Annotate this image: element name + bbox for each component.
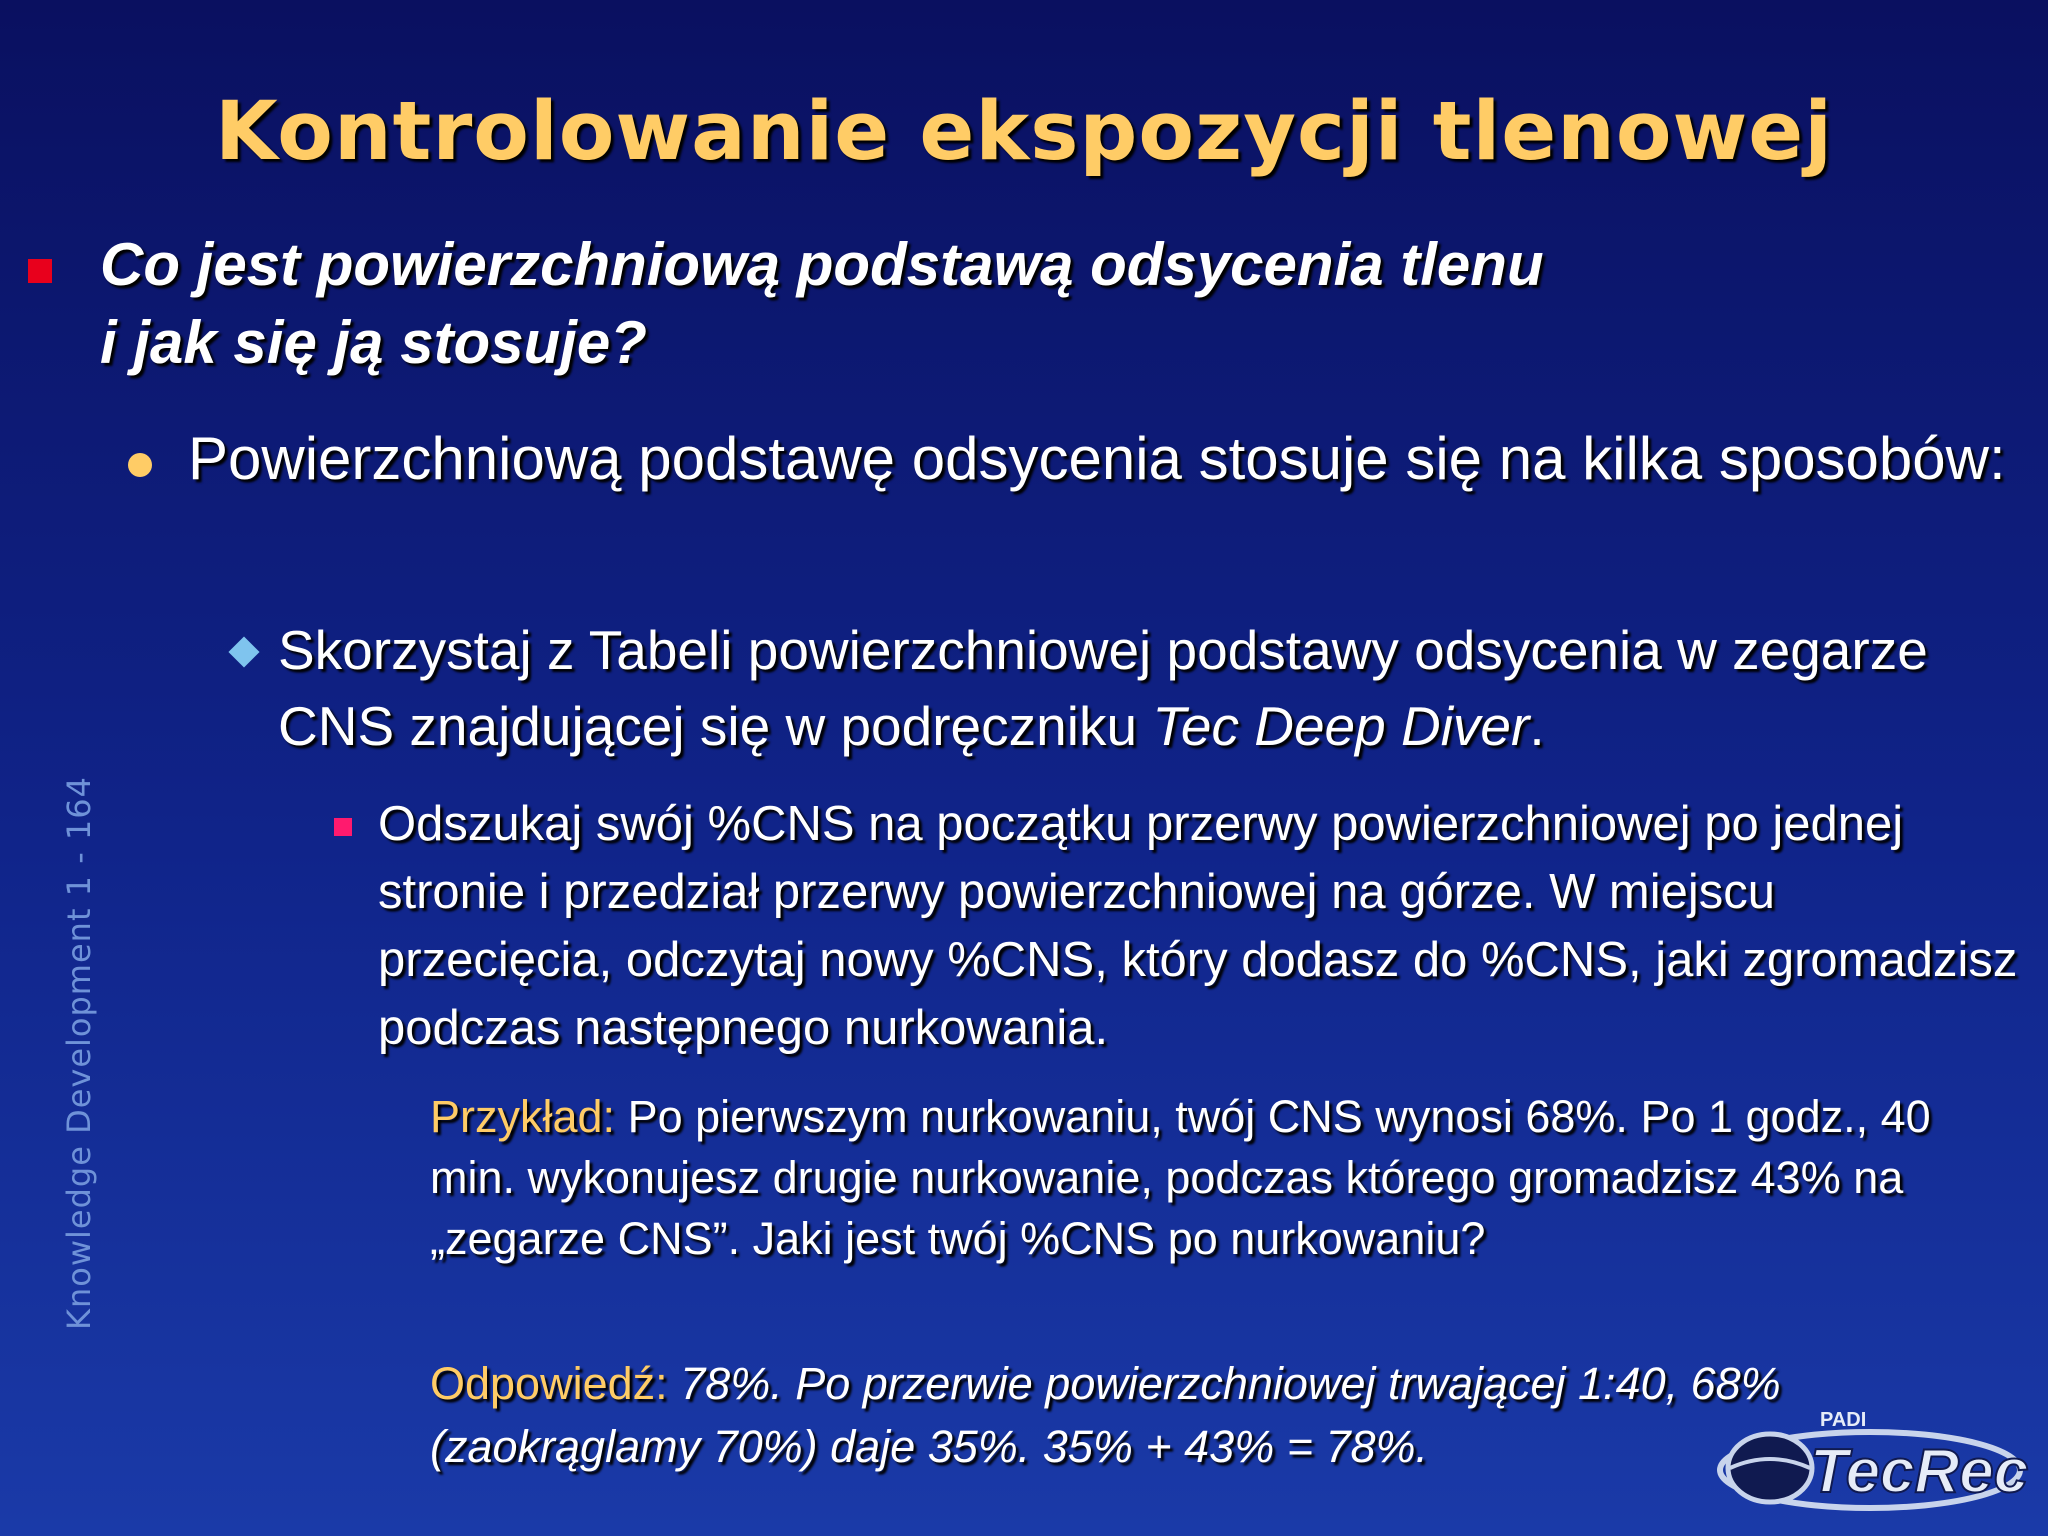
answer-text: 78%. Po przerwie powierzchniowej trwającej 1:40, 68% (zaokrąglamy 70%) daje 35%. 35% + 43% = 78%. — [430, 1358, 1781, 1472]
level3-book-title: Tec Deep Diver — [1152, 695, 1530, 757]
level3-end: . — [1529, 695, 1545, 757]
logo-main-text: TecRec — [1810, 1437, 2029, 1506]
example-label: Przykład: — [430, 1091, 616, 1142]
square-bullet-icon — [28, 259, 52, 283]
side-label: Knowledge Development 1 - 164 — [60, 776, 98, 1330]
logo-top-text: PADI — [1820, 1409, 1867, 1431]
example-text: Po pierwszym nurkowaniu, twój CNS wynosi 68%. Po 1 godz., 40 min. wykonujesz drugie nurkowanie, podczas którego gromadzisz 43% na „zegarze CNS”. Jaki jest twój %CNS po nurkowaniu? — [430, 1091, 1931, 1264]
example-paragraph — [430, 1086, 1970, 1269]
question-line-2: i jak się ją stosuje? — [100, 309, 647, 376]
small-square-bullet-icon — [334, 818, 352, 836]
question-heading — [100, 226, 1980, 382]
padi-tecrec-logo — [1700, 1390, 2030, 1520]
logo-globe — [1728, 1434, 1812, 1502]
slide-title: Kontrolowanie ekspozycji tlenowej — [214, 85, 1834, 179]
level3-main: Skorzystaj z Tabeli powierzchniowej podstawy odsycenia w zegarze CNS znajdującej się w podręczniku — [278, 619, 1928, 757]
question-line-1: Co jest powierzchniową podstawą odsycenia tlenu — [100, 231, 1544, 298]
level2-text: Powierzchniową podstawę odsycenia stosuje się na kilka sposobów: — [188, 425, 2006, 492]
level3-text — [278, 612, 2048, 764]
diamond-bullet-icon — [228, 636, 259, 667]
answer-label: Odpowiedź: — [430, 1358, 668, 1409]
level4-text: Odszukaj swój %CNS na początku przerwy powierzchniowej po jednej stronie i przedział przerwy powierzchniowej na górze. W miejscu przecięcia, odczytaj nowy %CNS, który dodasz do %CNS, jaki zgromadzisz podczas następnego nurkowania. — [378, 797, 2018, 1055]
answer-paragraph — [430, 1352, 1870, 1478]
dot-bullet-icon — [128, 453, 152, 477]
